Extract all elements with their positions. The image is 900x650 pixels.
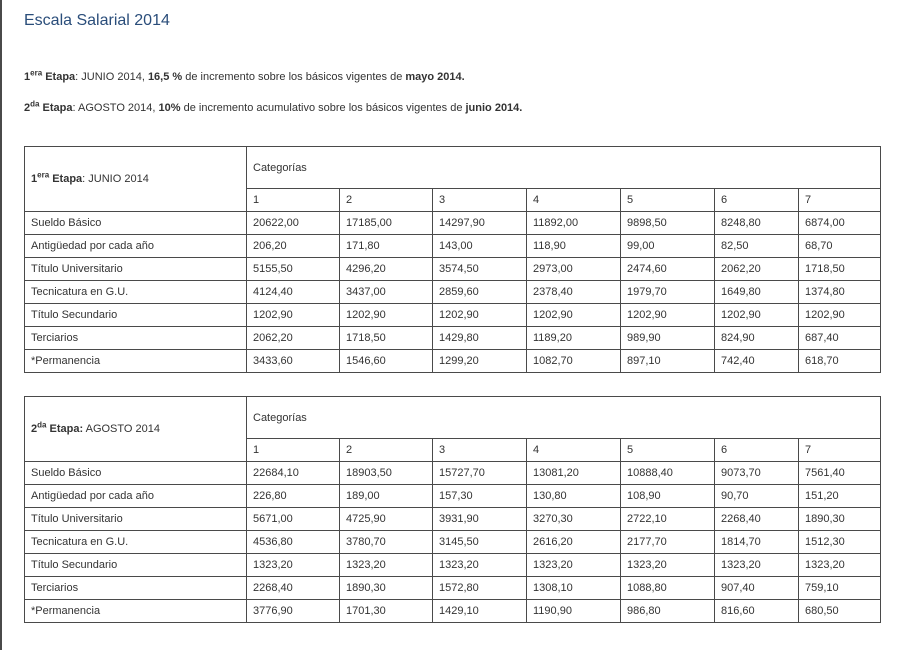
table-cell: 1308,10 [527,577,621,600]
table-cell: 1088,80 [621,577,715,600]
table-cell: 1323,20 [799,554,881,577]
table-cell: 824,90 [715,327,799,350]
table-cell: 2859,60 [433,281,527,304]
table-cell: 3433,60 [247,350,340,373]
salary-table-stage2 [24,396,881,623]
categories-label: Categorías [247,397,881,439]
table-cell: 2722,10 [621,508,715,531]
table-cell: 206,20 [247,235,340,258]
table-cell: 2177,70 [621,531,715,554]
table-cell: 189,00 [340,485,433,508]
table-cell: 18903,50 [340,462,433,485]
category-number: 7 [799,439,881,462]
table-cell: 226,80 [247,485,340,508]
table-cell: 11892,00 [527,212,621,235]
table-row [25,304,881,327]
table-row [25,212,881,235]
table-cell: 2474,60 [621,258,715,281]
category-number: 4 [527,439,621,462]
row-label: Terciarios [25,577,247,600]
table-cell: 4536,80 [247,531,340,554]
categories-header-row [25,397,881,439]
row-label: Título Universitario [25,508,247,531]
table-cell: 1190,90 [527,600,621,623]
row-label: Sueldo Básico [25,212,247,235]
table-cell: 2268,40 [715,508,799,531]
category-number: 3 [433,189,527,212]
category-number: 7 [799,189,881,212]
left-border [0,0,2,650]
table-cell: 1323,20 [340,554,433,577]
row-label: Título Secundario [25,554,247,577]
table-cell: 3270,30 [527,508,621,531]
row-label: *Permanencia [25,600,247,623]
table-cell: 2062,20 [715,258,799,281]
table-cell: 1323,20 [621,554,715,577]
table-cell: 22684,10 [247,462,340,485]
categories-header-row [25,147,881,189]
table-cell: 130,80 [527,485,621,508]
category-number: 1 [247,189,340,212]
table-cell: 1202,90 [527,304,621,327]
stage1-ordinal: $1^{era}$ Etapa [24,68,76,83]
row-label: Antigüedad por cada año [25,235,247,258]
table-cell: 1890,30 [799,508,881,531]
table-cell: 3931,90 [433,508,527,531]
table-cell: 143,00 [433,235,527,258]
table-row [25,235,881,258]
table-cell: 10888,40 [621,462,715,485]
table-cell: 4725,90 [340,508,433,531]
table-cell: 1512,30 [799,531,881,554]
category-number: 4 [527,189,621,212]
stage1-percent: 16,5 % [147,71,183,83]
category-number: 5 [621,189,715,212]
table-cell: 2616,20 [527,531,621,554]
table-cell: 1429,80 [433,327,527,350]
table-cell: 9898,50 [621,212,715,235]
table-cell: 7561,40 [799,462,881,485]
table-cell: 14297,90 [433,212,527,235]
table-row [25,327,881,350]
table-cell: 1572,80 [433,577,527,600]
stage2-description: $2^{da}$ Etapa: AGOSTO 2014, 10% de incremento acumulativo sobre los básicos vigentes de junio 2014. [24,99,523,114]
table-cell: 4296,20 [340,258,433,281]
table-cell: 118,90 [527,235,621,258]
row-label: Tecnicatura en G.U. [25,281,247,304]
table-cell: 897,10 [621,350,715,373]
table-cell: 2378,40 [527,281,621,304]
table-cell: 989,90 [621,327,715,350]
table-row [25,258,881,281]
row-label: Sueldo Básico [25,462,247,485]
table-cell: 3145,50 [433,531,527,554]
table-cell: 1202,90 [621,304,715,327]
table-cell: 687,40 [799,327,881,350]
table-cell: 68,70 [799,235,881,258]
table-cell: 3574,50 [433,258,527,281]
table-row [25,508,881,531]
table-cell: 1323,20 [715,554,799,577]
table-cell: 108,90 [621,485,715,508]
table-cell: 1649,80 [715,281,799,304]
table-cell: 6874,00 [799,212,881,235]
row-label: Título Universitario [25,258,247,281]
table-cell: 171,80 [340,235,433,258]
category-number: 2 [340,439,433,462]
table-row [25,531,881,554]
row-label: Tecnicatura en G.U. [25,531,247,554]
stage1-description: $1^{era}$ Etapa: JUNIO 2014, 16,5 % de incremento sobre los básicos vigentes de mayo 2014. [24,68,465,83]
stage-header-cell: $2^{da}$ Etapa: AGOSTO 2014 [25,397,247,462]
table-cell: 986,80 [621,600,715,623]
table-cell: 742,40 [715,350,799,373]
table-cell: 1814,70 [715,531,799,554]
stage1-reference: mayo 2014 [405,71,462,83]
category-number: 6 [715,189,799,212]
table-cell: 1202,90 [799,304,881,327]
stage-header-cell: $1^{era}$ Etapa: JUNIO 2014 [25,147,247,212]
row-label: *Permanencia [25,350,247,373]
table-cell: 1082,70 [527,350,621,373]
table-cell: 2062,20 [247,327,340,350]
table-cell: 1202,90 [433,304,527,327]
table-row [25,281,881,304]
table-row [25,350,881,373]
stage2-percent: 10% [158,102,181,114]
table-cell: 1701,30 [340,600,433,623]
categories-label: Categorías [247,147,881,189]
table-cell: 907,40 [715,577,799,600]
category-number: 3 [433,439,527,462]
table-cell: 1429,10 [433,600,527,623]
stage2-ordinal: $2^{da}$ Etapa [24,99,73,114]
category-number: 5 [621,439,715,462]
table-row [25,600,881,623]
table-row [25,577,881,600]
table-cell: 20622,00 [247,212,340,235]
table-cell: 99,00 [621,235,715,258]
table-cell: 157,30 [433,485,527,508]
table-row [25,485,881,508]
row-label: Título Secundario [25,304,247,327]
table-cell: 1202,90 [715,304,799,327]
table-cell: 90,70 [715,485,799,508]
table-cell: 759,10 [799,577,881,600]
table-cell: 9073,70 [715,462,799,485]
table-cell: 1202,90 [247,304,340,327]
table-row [25,554,881,577]
category-number: 1 [247,439,340,462]
row-label: Antigüedad por cada año [25,485,247,508]
table-cell: 1374,80 [799,281,881,304]
table-cell: 680,50 [799,600,881,623]
table-cell: 1323,20 [527,554,621,577]
table-cell: 1323,20 [433,554,527,577]
table-cell: 5671,00 [247,508,340,531]
table-cell: 151,20 [799,485,881,508]
table-cell: 618,70 [799,350,881,373]
table-cell: 1546,60 [340,350,433,373]
table-cell: 1323,20 [247,554,340,577]
table-cell: 8248,80 [715,212,799,235]
table-cell: 3437,00 [340,281,433,304]
table-cell: 1299,20 [433,350,527,373]
table-cell: 15727,70 [433,462,527,485]
salary-table-stage1 [24,146,881,373]
table-cell: 82,50 [715,235,799,258]
table-cell: 5155,50 [247,258,340,281]
table-cell: 2973,00 [527,258,621,281]
table-cell: 816,60 [715,600,799,623]
row-label: Terciarios [25,327,247,350]
category-number: 2 [340,189,433,212]
table-row [25,462,881,485]
table-cell: 1890,30 [340,577,433,600]
table-cell: 17185,00 [340,212,433,235]
category-number: 6 [715,439,799,462]
stage2-reference: junio 2014 [465,102,520,114]
table-cell: 2268,40 [247,577,340,600]
table-cell: 13081,20 [527,462,621,485]
table-cell: 1189,20 [527,327,621,350]
table-cell: 3776,90 [247,600,340,623]
table-cell: 1202,90 [340,304,433,327]
table-cell: 3780,70 [340,531,433,554]
table-cell: 4124,40 [247,281,340,304]
table-cell: 1718,50 [340,327,433,350]
table-cell: 1979,70 [621,281,715,304]
table-cell: 1718,50 [799,258,881,281]
page-title: Escala Salarial 2014 [24,12,170,29]
